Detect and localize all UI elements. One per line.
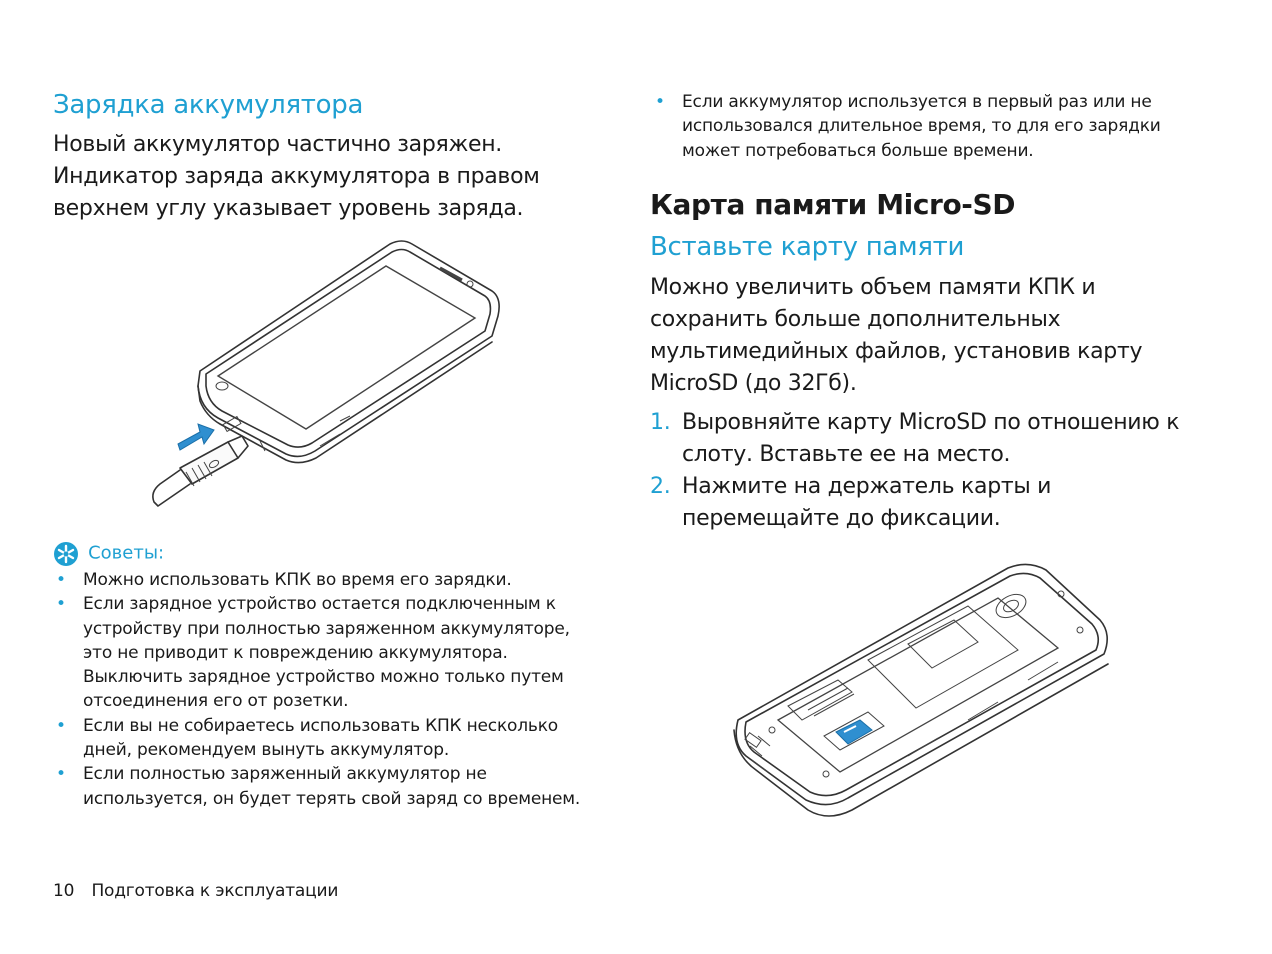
asterisk-badge-icon	[53, 541, 79, 567]
tip-line: • Если вы не собираетесь использовать КПК несколько	[83, 715, 558, 736]
step-number: 1.	[650, 410, 671, 435]
intro-line: сохранить больше дополнительных	[650, 307, 1061, 332]
tip-line: • Если полностью заряженный аккумулятор не	[83, 764, 487, 785]
step-item	[650, 471, 1230, 535]
tip-item	[53, 714, 613, 763]
tip-item	[53, 592, 613, 713]
charging-intro	[53, 129, 613, 225]
step-line: Выровняйте карту MicroSD по отношению к	[682, 410, 1180, 435]
page-number: 10	[53, 881, 75, 901]
step-line: перемещайте до фиксации.	[682, 506, 1001, 531]
charging-heading: Зарядка аккумулятора	[53, 90, 364, 120]
tip-line: устройству при полностью заряженном аккумуляторе,	[83, 618, 570, 639]
step-line: слоту. Вставьте ее на место.	[682, 442, 1011, 467]
step-item	[650, 407, 1230, 471]
tip-item	[53, 762, 613, 811]
step-number: 2.	[650, 474, 671, 499]
tips-header	[53, 541, 164, 567]
phone-charging-illustration	[140, 236, 510, 516]
tips-title: Советы:	[88, 542, 165, 564]
intro-line: MicroSD (до 32Гб).	[650, 371, 857, 396]
page-footer	[53, 881, 338, 901]
tip-line: дней, рекомендуем вынуть аккумулятор.	[83, 740, 450, 761]
note-line: • Если аккумулятор используется в первый раз или не	[682, 92, 1152, 112]
note-line: использовался длительное время, то для его зарядки	[682, 116, 1161, 137]
intro-line: Новый аккумулятор частично заряжен.	[53, 132, 502, 157]
note-line: может потребоваться больше времени.	[682, 140, 1034, 161]
intro-line: мультимедийных файлов, установив карту	[650, 339, 1143, 364]
intro-line: Можно увеличить объем памяти КПК и	[650, 275, 1096, 300]
insert-card-subheading: Вставьте карту памяти	[650, 232, 965, 262]
tips-list	[53, 568, 613, 811]
tip-line: отсоединения его от розетки.	[83, 691, 349, 712]
tip-line: • Можно использовать КПК во время его зарядки.	[83, 570, 512, 590]
phone-sdcard-illustration	[728, 560, 1112, 824]
intro-line: верхнем углу указывает уровень заряда.	[53, 196, 524, 221]
card-intro	[650, 272, 1230, 400]
chapter-title: Подготовка к эксплуатации	[91, 881, 339, 901]
section-title: Карта памяти Micro-SD	[650, 188, 1016, 221]
intro-line: Индикатор заряда аккумулятора в правом	[53, 164, 540, 189]
note-item	[652, 90, 1212, 163]
tip-line: Выключить зарядное устройство можно только путем	[83, 667, 564, 688]
tip-item	[53, 568, 613, 592]
tip-line: • Если зарядное устройство остается подключенным к	[83, 594, 556, 615]
tip-line: это не приводит к повреждению аккумулятора.	[83, 642, 508, 663]
step-line: Нажмите на держатель карты и	[682, 474, 1052, 499]
tip-line: используется, он будет терять свой заряд со временем.	[83, 788, 581, 809]
battery-note	[652, 90, 1212, 163]
steps-list	[650, 407, 1230, 535]
